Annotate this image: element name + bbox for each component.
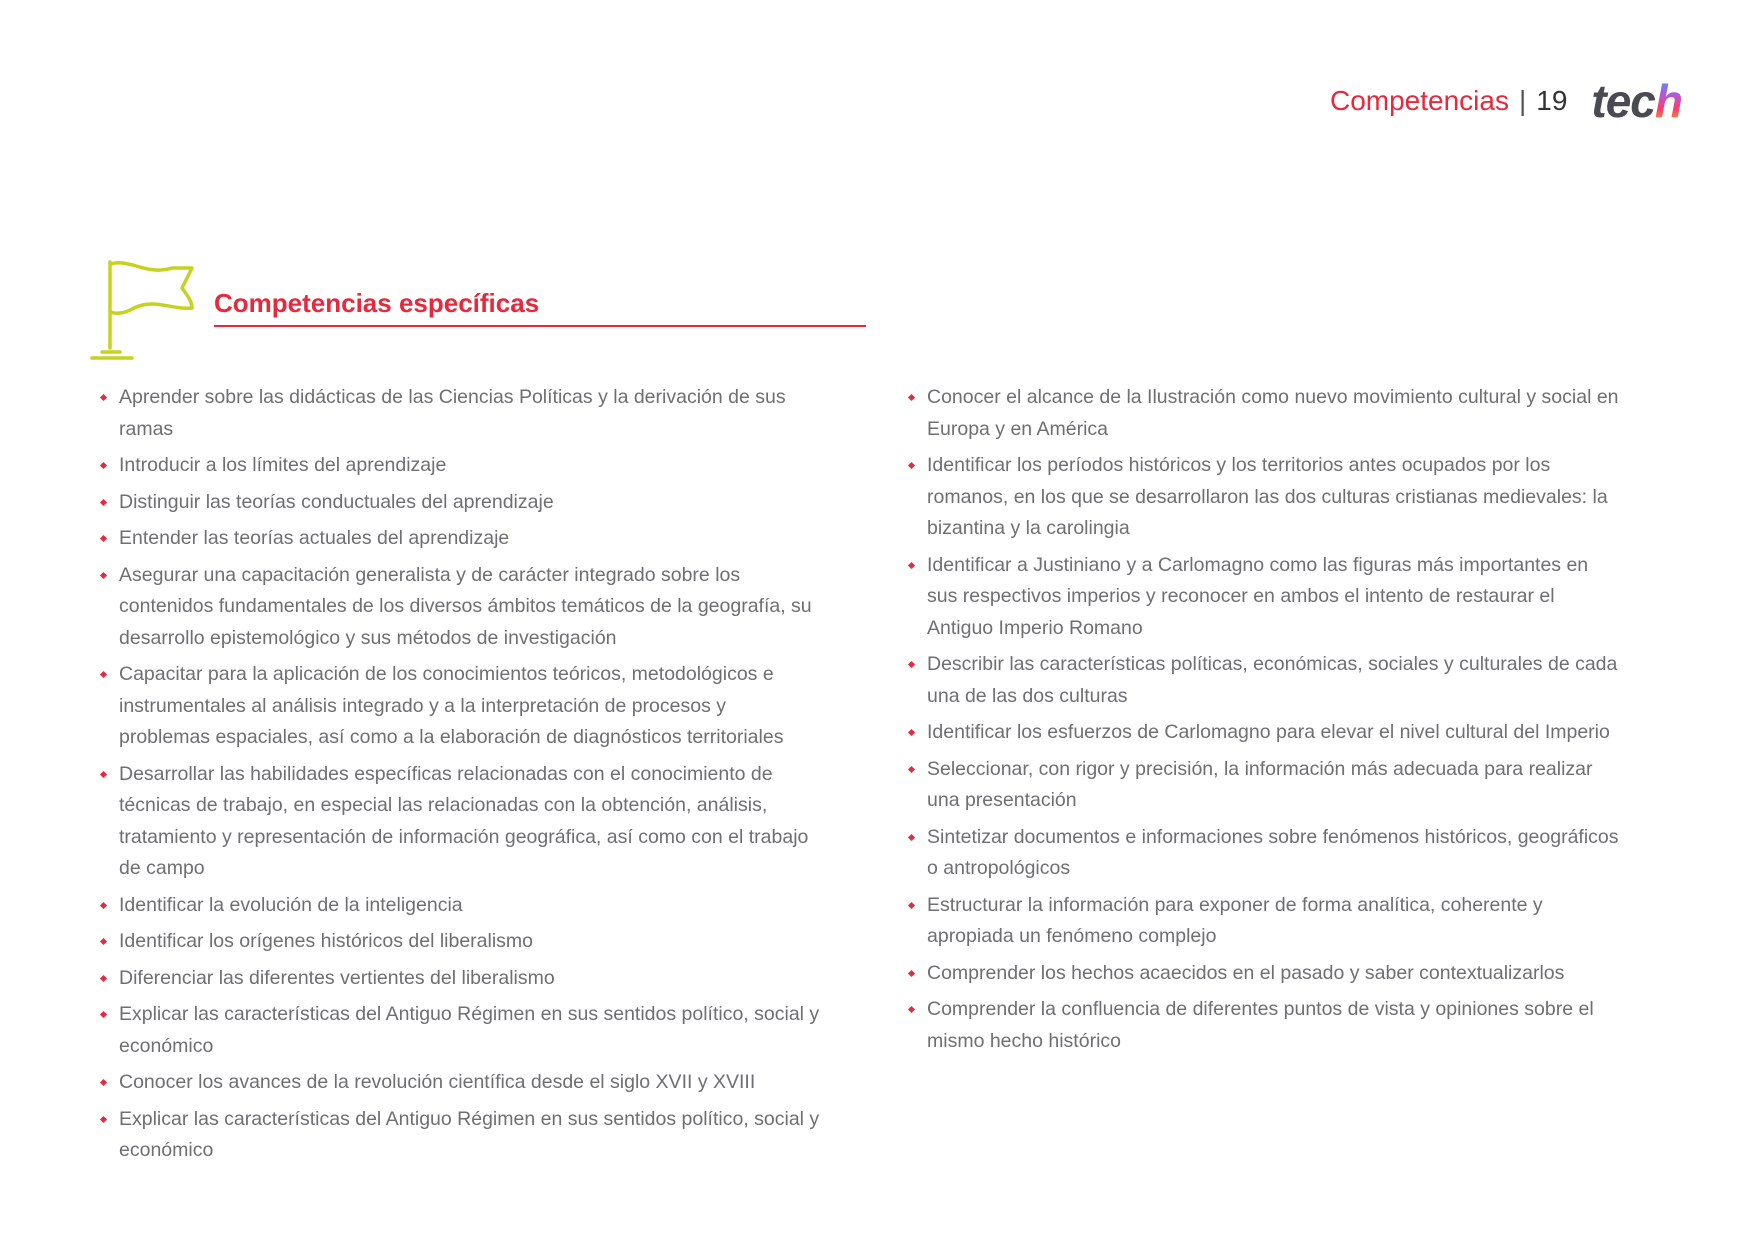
list-item: Describir las características políticas, económicas, sociales y culturales de cada una de las dos culturas [908, 649, 1620, 712]
list-item: Identificar los orígenes históricos del liberalismo [100, 926, 820, 958]
list-item: Capacitar para la aplicación de los conocimientos teóricos, metodológicos e instrumentales al análisis integrado y a la interpretación de procesos y problemas espaciales, así como a la elaboración de diagnósticos territoriales [100, 659, 820, 754]
list-item: Conocer los avances de la revolución científica desde el siglo XVII y XVIII [100, 1067, 820, 1099]
list-item: Comprender la confluencia de diferentes puntos de vista y opiniones sobre el mismo hecho histórico [908, 994, 1620, 1057]
list-item: Comprender los hechos acaecidos en el pasado y saber contextualizarlos [908, 958, 1620, 990]
header-separator: | [1518, 85, 1527, 116]
list-item: Distinguir las teorías conductuales del aprendizaje [100, 487, 820, 519]
section-title: Competencias específicas [214, 288, 540, 318]
logo-accent: h [1654, 75, 1682, 127]
tech-logo [1591, 75, 1682, 127]
list-item: Entender las teorías actuales del aprendizaje [100, 523, 820, 555]
logo-text: tec [1591, 75, 1655, 127]
left-competencies-list [100, 382, 820, 1172]
title-underline [214, 325, 866, 327]
list-item: Identificar a Justiniano y a Carlomagno como las figuras más importantes en sus respectivos imperios y reconocer en ambos el intento de restaurar el Antiguo Imperio Romano [908, 550, 1620, 645]
list-item: Aprender sobre las didácticas de las Ciencias Políticas y la derivación de sus ramas [100, 382, 820, 445]
flag-icon [88, 258, 198, 364]
list-item: Introducir a los límites del aprendizaje [100, 450, 820, 482]
right-competencies-list [908, 382, 1620, 1062]
list-item: Diferenciar las diferentes vertientes del liberalismo [100, 963, 820, 995]
list-item: Identificar los esfuerzos de Carlomagno para elevar el nivel cultural del Imperio [908, 717, 1620, 749]
list-item: Identificar los períodos históricos y los territorios antes ocupados por los romanos, en los que se desarrollaron las dos culturas cristianas medievales: la bizantina y la carolingia [908, 450, 1620, 545]
page-header [1329, 75, 1682, 127]
list-item: Estructurar la información para exponer de forma analítica, coherente y apropiada un fenómeno complejo [908, 890, 1620, 953]
list-item: Explicar las características del Antiguo Régimen en sus sentidos político, social y económico [100, 1104, 820, 1167]
list-item: Explicar las características del Antiguo Régimen en sus sentidos político, social y económico [100, 999, 820, 1062]
list-item: Identificar la evolución de la inteligencia [100, 890, 820, 922]
page-number: 19 [1536, 85, 1568, 116]
list-item: Asegurar una capacitación generalista y de carácter integrado sobre los contenidos fundamentales de los diversos ámbitos temáticos de la geografía, su desarrollo epistemológico y sus métodos de investigación [100, 560, 820, 655]
header-section-title: Competencias [1329, 85, 1509, 116]
list-item: Conocer el alcance de la Ilustración como nuevo movimiento cultural y social en Europa y en América [908, 382, 1620, 445]
list-item: Seleccionar, con rigor y precisión, la información más adecuada para realizar una presentación [908, 754, 1620, 817]
list-item: Desarrollar las habilidades específicas relacionadas con el conocimiento de técnicas de trabajo, en especial las relacionadas con la obtención, análisis, tratamiento y representación de información geográfica, así como con el trabajo de campo [100, 759, 820, 885]
list-item: Sintetizar documentos e informaciones sobre fenómenos históricos, geográficos o antropológicos [908, 822, 1620, 885]
